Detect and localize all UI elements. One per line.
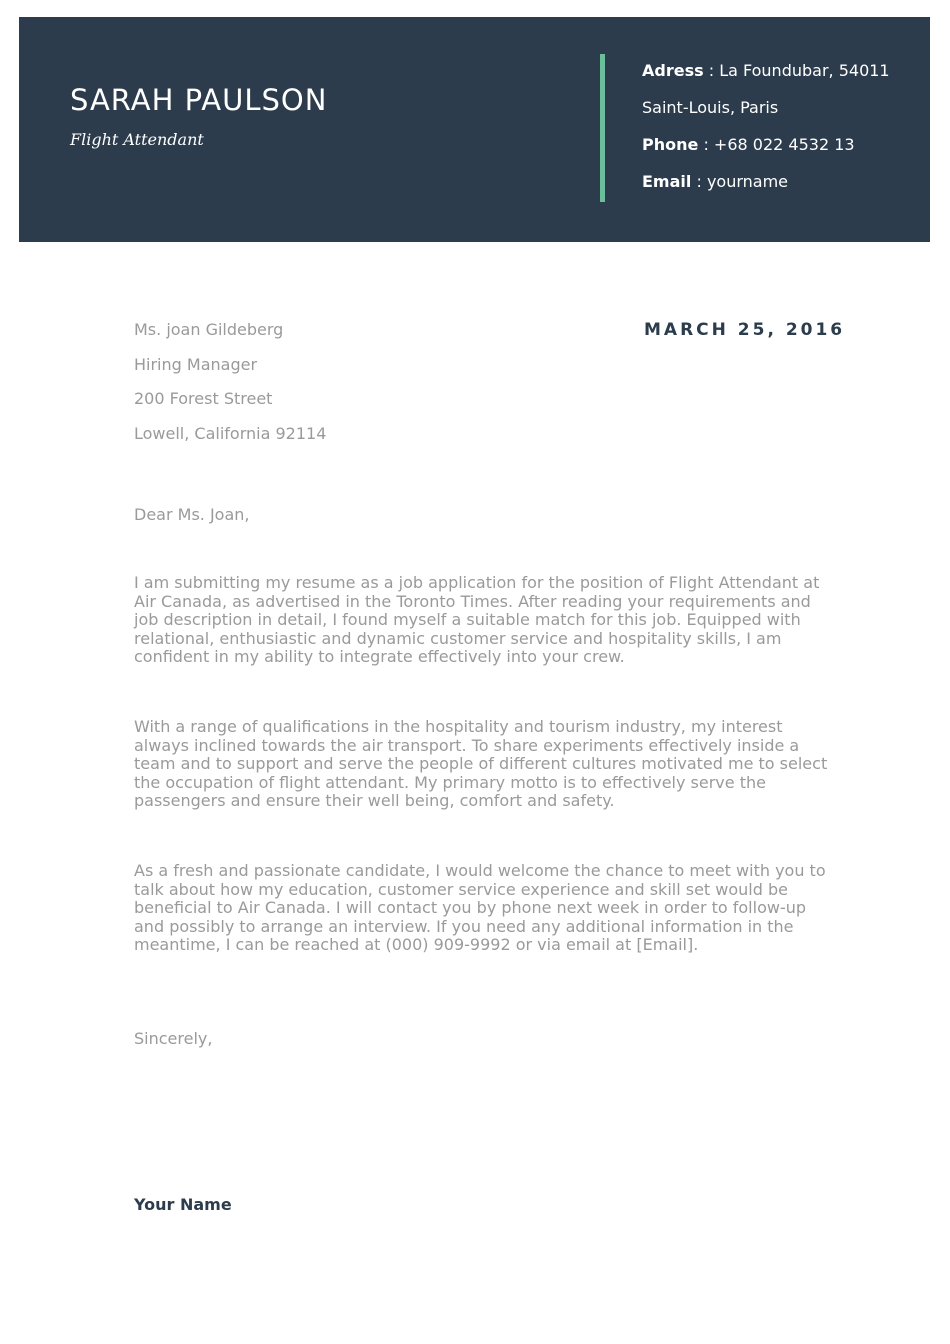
contact-phone-value: : +68 022 4532 13 <box>698 135 855 154</box>
recipient-title: Hiring Manager <box>134 355 258 374</box>
body-paragraph-1: I am submitting my resume as a job application for the position of Flight Attendant at Air Canada, as advertised in the Toronto Times. After reading your requirements and job description in detail, I found myself a suitable match for this job. Equipped with relational, enthusiastic and dynamic customer service and hospitality skills, I am confident in my ability to integrate effectively into your crew. <box>134 573 820 667</box>
salutation: Dear Ms. Joan, <box>134 505 250 524</box>
contact-phone-label: Phone <box>642 135 699 154</box>
contact-address-line2: Saint-Louis, Paris <box>642 98 779 117</box>
contact-email-value: : yourname <box>691 172 789 191</box>
contact-address-label: Adress <box>642 61 704 80</box>
header-divider <box>600 54 605 202</box>
letter-date: MARCH 25, 2016 <box>644 320 846 340</box>
body-paragraph-2: With a range of qualifications in the hospitality and tourism industry, my interest always inclined towards the air transport. To share experiments effectively inside a team and to support and serve the people of different cultures motivated me to select the occupation of flight attendant. My primary motto is to effectively serve the passengers and ensure their well being, comfort and safety. <box>134 717 828 811</box>
contact-address-value: : La Foundubar, 54011 <box>703 61 890 80</box>
recipient-address-block <box>134 320 454 443</box>
recipient-name: Ms. joan Gildeberg <box>134 320 284 339</box>
contact-address <box>642 61 890 80</box>
header-banner <box>19 17 930 242</box>
applicant-role: Flight Attendant <box>70 130 204 149</box>
signature-name: Your Name <box>134 1195 232 1214</box>
body-paragraph-3: As a fresh and passionate candidate, I would welcome the chance to meet with you to talk about how my education, customer service experience and skill set would be beneficial to Air Canada. I will contact you by phone next week in order to follow-up and possibly to arrange an interview. If you need any additional information in the meantime, I can be reached at (000) 909-9992 or via email at [Email]. <box>134 861 826 955</box>
closing: Sincerely, <box>134 1029 213 1048</box>
contact-phone <box>642 135 855 154</box>
recipient-street: 200 Forest Street <box>134 389 273 408</box>
contact-email <box>642 172 788 191</box>
contact-email-label: Email <box>642 172 692 191</box>
recipient-city: Lowell, California 92114 <box>134 424 327 443</box>
applicant-name: SARAH PAULSON <box>70 83 328 117</box>
